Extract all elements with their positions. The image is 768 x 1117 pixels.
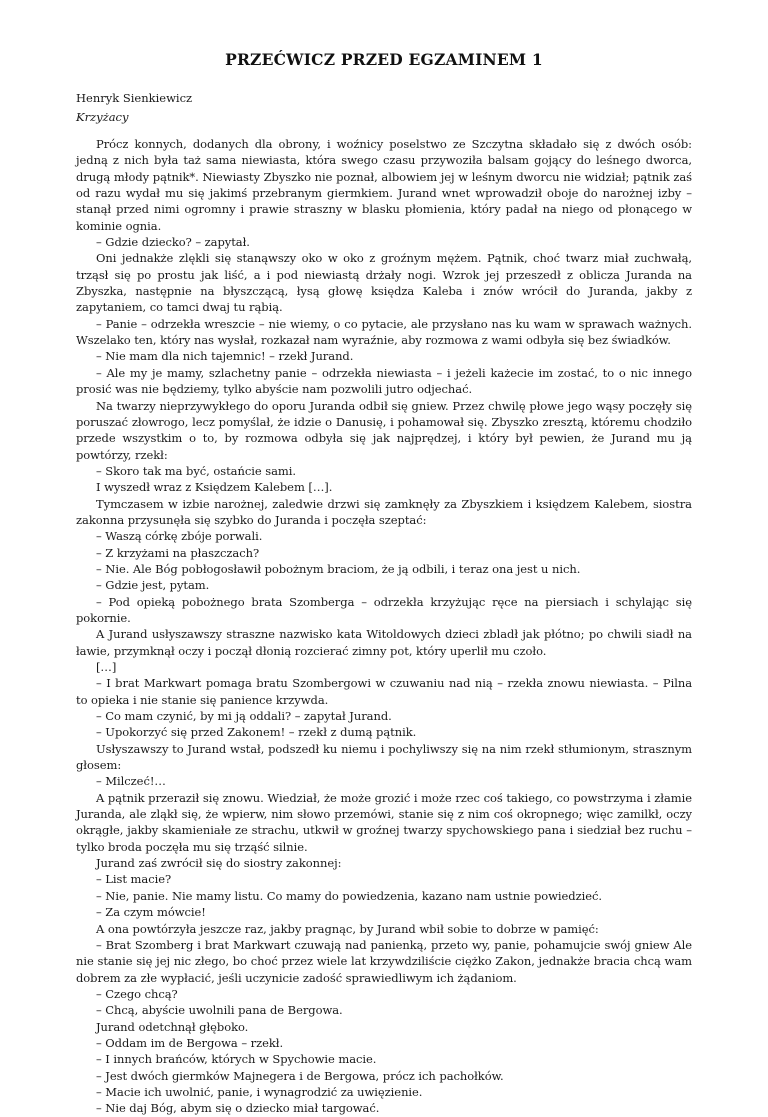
paragraph: – Upokorzyć się przed Zakonem! – rzekł z dumą pątnik. <box>96 725 417 740</box>
document-page <box>76 50 692 1117</box>
paragraph: – Gdzie dziecko? – zapytał. <box>96 235 250 250</box>
paragraph: Usłyszawszy to Jurand wstał, podszedł ku niemu i pochyliwszy się na nim rzekł stłumionym, strasznym głosem: <box>76 741 692 773</box>
paragraph: I wyszedł wraz z Księdzem Kalebem […]. <box>96 480 333 495</box>
paragraph: – Chcą, abyście uwolnili pana de Bergowa. <box>96 1003 343 1018</box>
paragraph: – Co mam czynić, by mi ją oddali? – zapytał Jurand. <box>96 709 392 724</box>
paragraph: Na twarzy nieprzywykłego do oporu Juranda odbił się gniew. Przez chwilę płowe jego wąsy poczęły się poruszać złowrogo, lecz pomyślał, że idzie o Danusię, i pohamował się. Zbyszko zresztą, któremu chodziło przede wszystkim o to, by rozmowa odbyła się jak najprędzej, i który był pewien, że Jurand mu ją powtórzy, rzekł: <box>76 398 692 462</box>
paragraph: – Za czym mówcie! <box>96 905 206 920</box>
paragraph: – Czego chcą? <box>96 986 178 1001</box>
paragraph: – Oddam im de Bergowa – rzekł. <box>96 1035 284 1050</box>
paragraph: A pątnik przeraził się znowu. Wiedział, że może grozić i może rzec coś takiego, co powstrzyma i złamie Juranda, ale zląkł się, że wpierw, nim słowo przemówi, stanie się z nim coś okropnego; więc zamilkł, oczy okrągłe, jakby skamieniałe ze strachu, utkwił w groźnej twarzy spychowskiego pana i siedział bez ruchu – tylko broda poczęła mu się trząść silnie. <box>76 790 692 854</box>
paragraph: – List macie? <box>96 872 172 887</box>
paragraph: A ona powtórzyła jeszcze raz, jakby pragnąc, by Jurand wbił sobie to dobrze w pamięć: <box>96 921 599 936</box>
paragraph: […] <box>96 660 117 674</box>
paragraph: A Jurand usłyszawszy straszne nazwisko kata Witoldowych dzieci zbladł jak płótno; po chwili siadł na ławie, przymknął oczy i począł dłonią rozcierać zimny pot, który uperlił mu czoło. <box>76 627 692 658</box>
work-title: Krzyżacy <box>76 109 129 124</box>
paragraph: – Jest dwóch giermków Majnegera i de Bergowa, prócz ich pachołków. <box>96 1068 504 1083</box>
paragraph: – Skoro tak ma być, ostańcie sami. <box>96 463 296 478</box>
paragraph: Prócz konnych, dodanych dla obrony, i woźnicy poselstwo ze Szczytna składało się z dwóch osób: jedną z nich była taż sama niewiasta, która swego czasu przywoziła balsam gojący do leśnego dworca, drugą młody pątnik*. Niewiasty Zbyszko nie poznał, albowiem jej w leśnym dworcu nie widział; pątnik zaś od razu wydał mu się jakimś przebranym giermkiem. Jurand wnet wprowadził oboje do narożnej izby – stanął przed nimi ogromny i prawie straszny w blasku płomienia, który padał na niego od płonącego w kominie ognia. <box>76 137 692 233</box>
paragraph: – Pod opieką pobożnego brata Szomberga – odrzekła krzyżując ręce na piersiach i schylając się pokornie. <box>76 594 692 625</box>
paragraph: Jurand odetchnął głęboko. <box>96 1019 249 1034</box>
page-title: PRZEĆWICZ PRZED EGZAMINEM 1 <box>225 50 543 69</box>
paragraph: – Nie mam dla nich tajemnic! – rzekł Jurand. <box>96 349 354 364</box>
paragraph: Jurand zaś zwrócił się do siostry zakonnej: <box>96 856 342 871</box>
paragraph: – Ale my je mamy, szlachetny panie – odrzekła niewiasta – i jeżeli każecie im zostać, to o nic innego prosić was nie będziemy, tylko abyście nam pozwolili jutro odjechać. <box>76 365 692 397</box>
paragraph: – Panie – odrzekła wreszcie – nie wiemy, o co pytacie, ale przysłano nas ku wam w sprawach ważnych. Wszelako ten, który nas wysłał, rozkazał nam wyraźnie, aby rozmowa z wami odbyła się bez świadków. <box>76 316 692 348</box>
paragraph: – Waszą córkę zbóje porwali. <box>96 529 263 544</box>
paragraph: – Brat Szomberg i brat Markwart czuwają nad panienką, przeto wy, panie, pohamujcie swój gniew Ale nie stanie się jej nic złego, bo choć przez wiele lat krzywdziliście ciężko Zakon, jednakże bracia chcą wam dobrem za złe wypłacić, jeśli uczynicie zadość sprawiedliwym ich żądaniom. <box>76 937 692 985</box>
author-name: Henryk Sienkiewicz <box>76 91 193 105</box>
paragraph: Tymczasem w izbie narożnej, zaledwie drzwi się zamknęły za Zbyszkiem i księdzem Kalebem, siostra zakonna przysunęła się szybko do Juranda i poczęła szeptać: <box>76 496 692 527</box>
paragraph: – Macie ich uwolnić, panie, i wynagrodzić za uwięzienie. <box>96 1084 423 1099</box>
excerpt-body <box>76 136 692 1117</box>
paragraph: – Nie. Ale Bóg pobłogosławił pobożnym braciom, że ją odbili, i teraz ona jest u nich. <box>96 561 581 576</box>
paragraph: – Nie daj Bóg, abym się o dziecko miał targować. <box>96 1101 380 1116</box>
paragraph: – Nie, panie. Nie mamy listu. Co mamy do powiedzenia, kazano nam ustnie powiedzieć. <box>96 888 603 903</box>
paragraph: – Gdzie jest, pytam. <box>96 578 210 593</box>
paragraph: Oni jednakże zlękli się stanąwszy oko w oko z groźnym mężem. Pątnik, choć twarz miał zuchwałą, trząsł się po prostu jak liść, a i pod niewiastą drżały nogi. Wzrok jej przeszedł z oblicza Juranda na Zbyszka, następnie na błyszczącą, łysą głowę księdza Kaleba i znów wrócił do Juranda, jakby z zapytaniem, co tamci dwaj tu rąbią. <box>76 251 692 315</box>
paragraph: – I innych brańców, których w Spychowie macie. <box>96 1052 377 1067</box>
paragraph: – I brat Markwart pomaga bratu Szombergowi w czuwaniu nad nią – rzekła znowu niewiasta. – Pilna to opieka i nie stanie się panience krzywda. <box>76 676 692 707</box>
paragraph: – Z krzyżami na płaszczach? <box>96 545 260 560</box>
paragraph: – Milczeć!… <box>96 774 166 789</box>
